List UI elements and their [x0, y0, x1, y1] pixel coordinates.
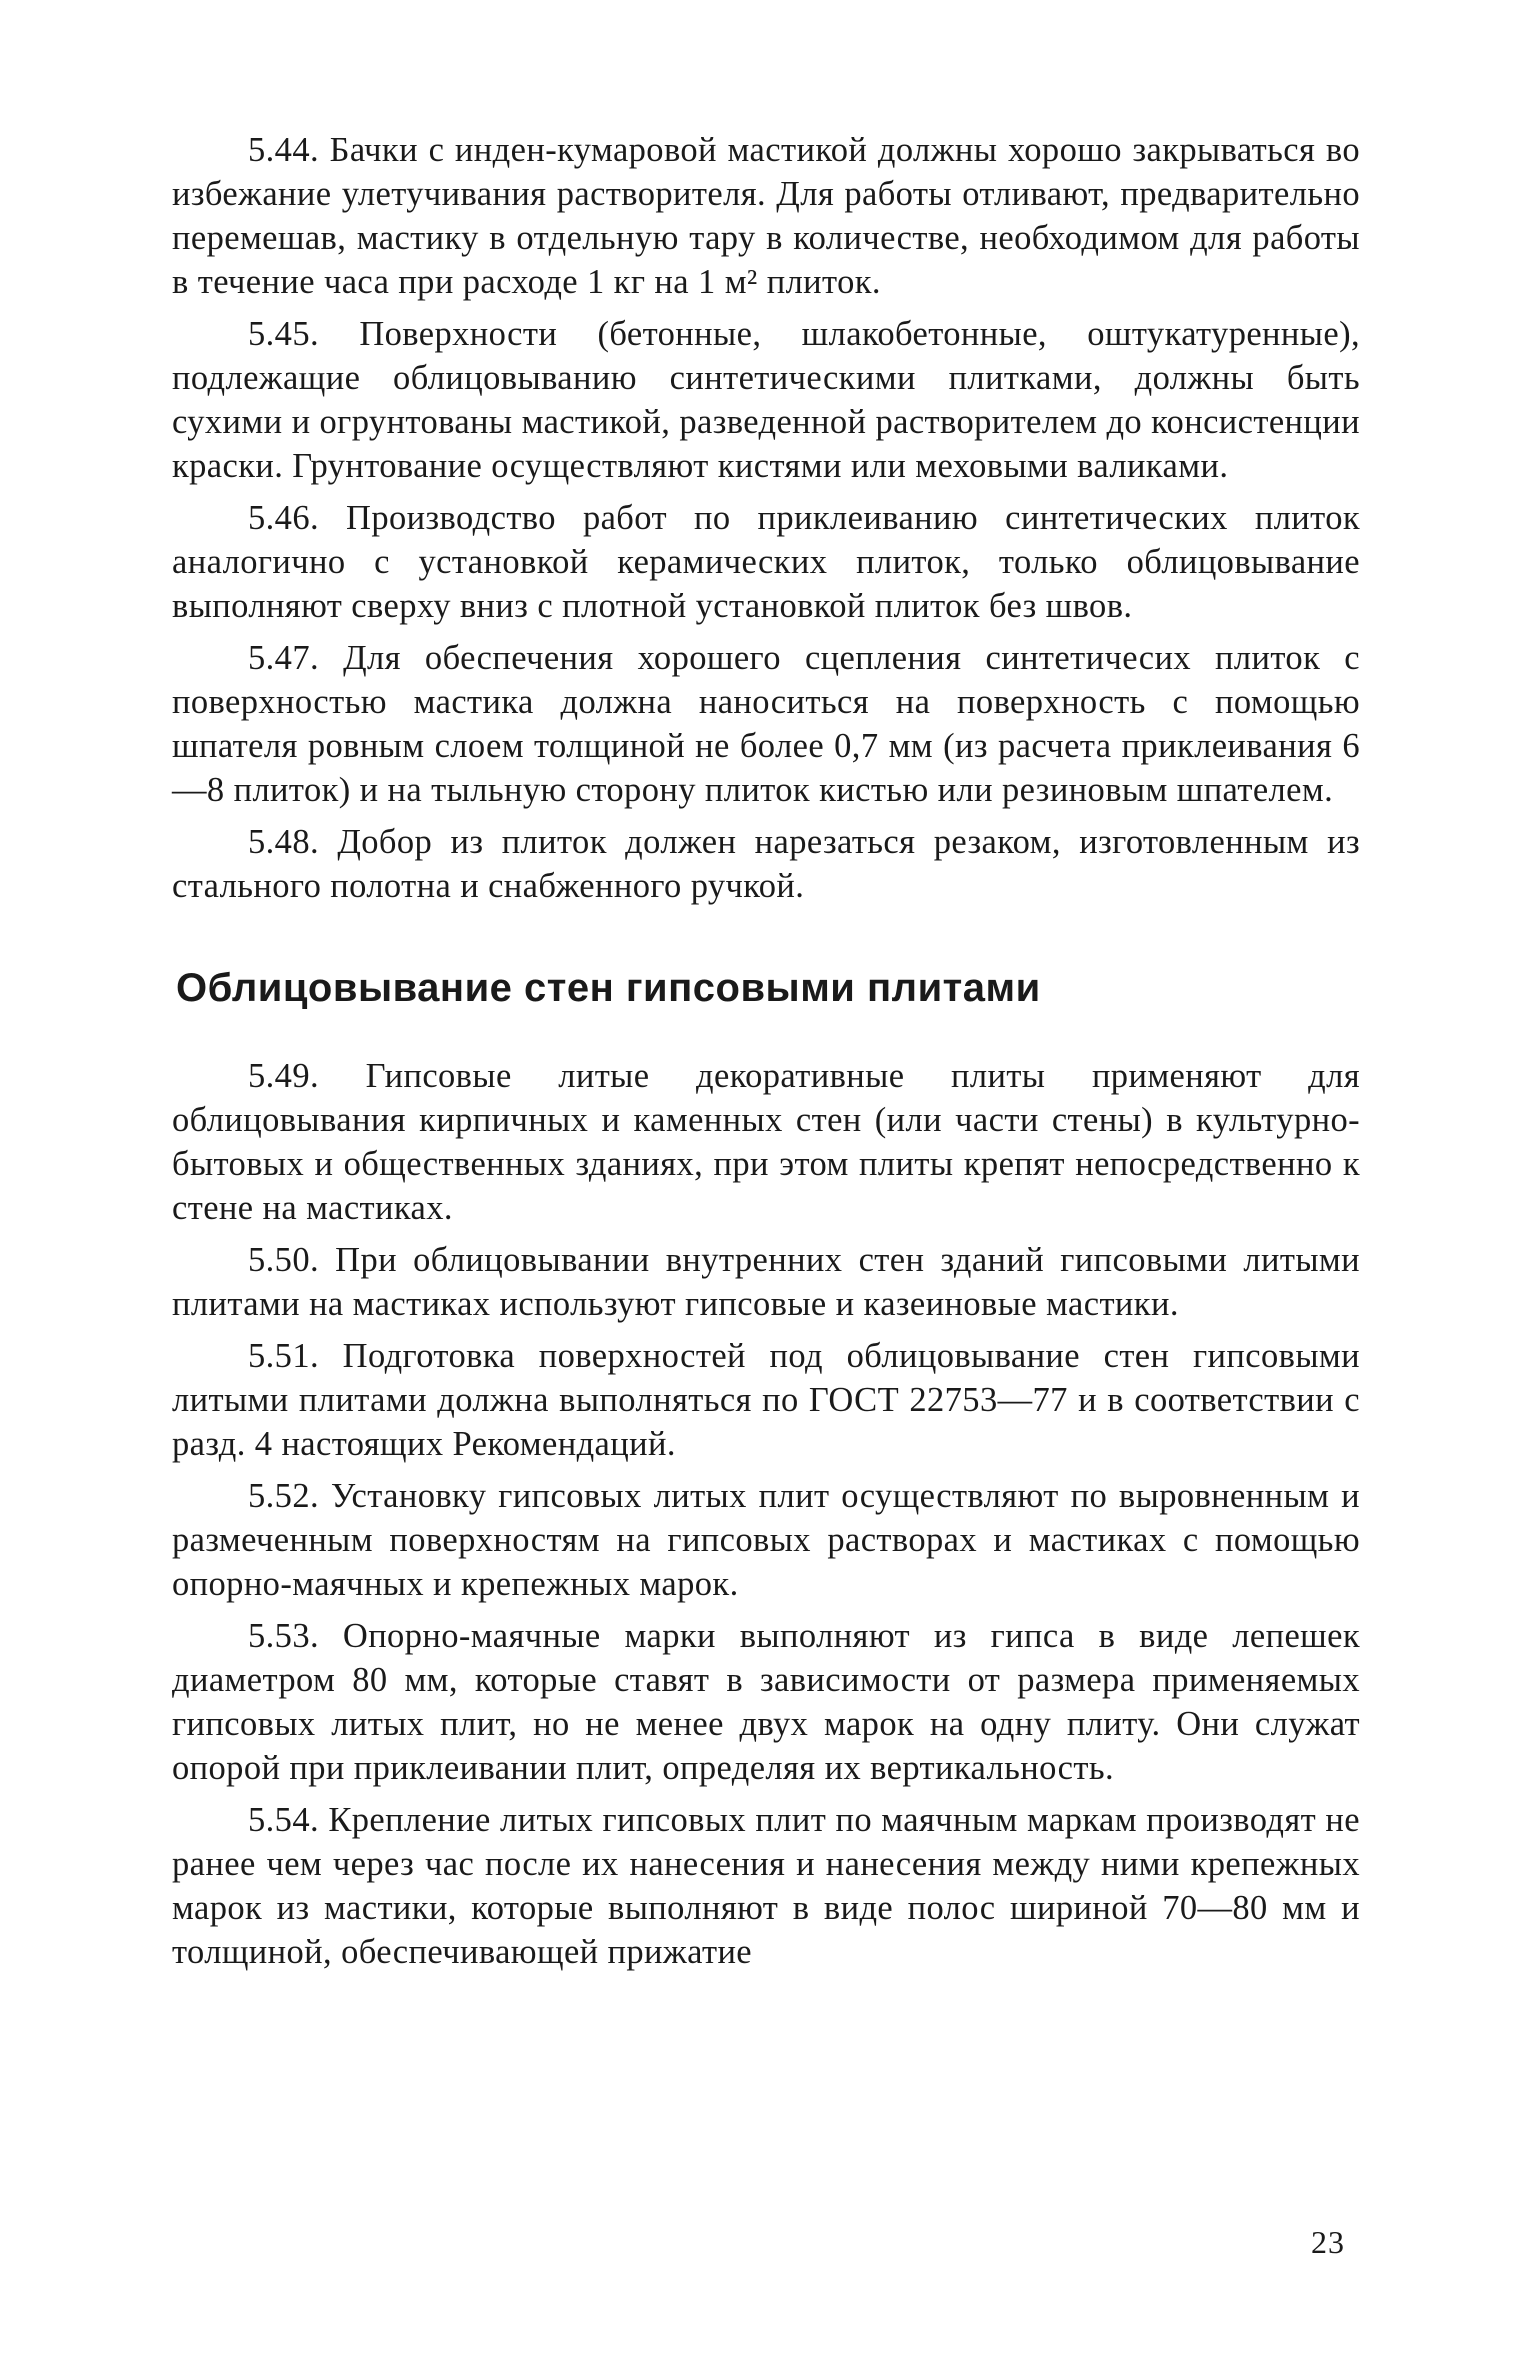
paragraph-number: 5.53.: [248, 1617, 319, 1655]
paragraph-number: 5.51.: [248, 1337, 319, 1375]
paragraph-5-48: [172, 820, 1360, 908]
paragraph-number: 5.46.: [248, 499, 319, 537]
paragraph-text: Установку гипсовых литых плит осуществляют по выровненным и размеченным поверхностям на гипсовых растворах и мастиках с помощью опорно-маячных и крепежных марок.: [172, 1477, 1360, 1603]
paragraph-number: 5.48.: [248, 823, 319, 861]
section-heading: Облицовывание стен гипсовыми плитами: [176, 966, 1041, 1010]
paragraph-text: Поверхности (бетонные, шлакобетонные, оштукатуренные), подлежащие облицовыванию синтетическими плитками, должны быть сухими и огрунтованы мастикой, разведенной растворителем до консистенции краски. Грунтование осуществляют кистями или меховыми валиками.: [172, 315, 1360, 485]
paragraph-text: При облицовывании внутренних стен зданий гипсовыми литыми плитами на мастиках используют гипсовые и казеиновые мастики.: [172, 1241, 1360, 1323]
paragraph-text: Опорно-маячные марки выполняют из гипса в виде лепешек диаметром 80 мм, которые ставят в зависимости от размера применяемых гипсовых литых плит, но не менее двух марок на одну плиту. Они служат опорой при приклеивании плит, определяя их вертикальность.: [172, 1617, 1360, 1787]
page-number: 23: [1311, 2224, 1345, 2260]
paragraph-5-46: [172, 496, 1360, 628]
paragraph-5-49: [172, 1054, 1360, 1230]
paragraph-number: 5.47.: [248, 639, 319, 677]
paragraph-text: Для обеспечения хорошего сцепления синтетичесих плиток с поверхностью мастика должна наноситься на поверхность с помощью шпателя ровным слоем толщиной не более 0,7 мм (из расчета приклеивания 6—8 плиток) и на тыльную сторону плиток кистью или резиновым шпателем.: [172, 639, 1360, 809]
paragraph-5-47: [172, 636, 1360, 812]
paragraph-text: Производство работ по приклеиванию синтетических плиток аналогично с установкой керамических плиток, только облицовывание выполняют сверху вниз с плотной установкой плиток без швов.: [172, 499, 1361, 625]
paragraph-text: Бачки с инден-кумаровой мастикой должны хорошо закрываться во избежание улетучивания растворителя. Для работы отливают, предварительно перемешав, мастику в отдельную тару в количестве, необходимом для работы в течение часа при расходе 1 кг на 1 м² плиток.: [172, 131, 1360, 301]
paragraph-text: Гипсовые литые декоративные плиты применяют для облицовывания кирпичных и каменных стен (или части стены) в культурно-бытовых и общественных зданиях, при этом плиты крепят непосредственно к стене на мастиках.: [172, 1057, 1360, 1227]
paragraph-text: Крепление литых гипсовых плит по маячным маркам производят не ранее чем через час после их нанесения и нанесения между ними крепежных марок из мастики, которые выполняют в виде полос шириной 70—80 мм и толщиной, обеспечивающей прижатие: [172, 1801, 1360, 1971]
paragraph-5-51: [172, 1334, 1360, 1466]
paragraph-number: 5.44.: [248, 131, 319, 169]
paragraph-number: 5.54.: [248, 1801, 319, 1839]
paragraph-5-50: [172, 1238, 1360, 1326]
paragraph-number: 5.50.: [248, 1241, 319, 1279]
document-page: [172, 128, 1360, 1982]
paragraph-number: 5.49.: [248, 1057, 319, 1095]
paragraph-5-44: [172, 128, 1360, 304]
paragraph-number: 5.45.: [248, 315, 319, 353]
paragraph-5-54: [172, 1798, 1360, 1974]
paragraph-5-45: [172, 312, 1360, 488]
paragraph-number: 5.52.: [248, 1477, 319, 1515]
paragraph-text: Добор из плиток должен нарезаться резаком, изготовленным из стального полотна и снабженного ручкой.: [172, 823, 1360, 905]
paragraph-5-53: [172, 1614, 1360, 1790]
paragraph-text: Подготовка поверхностей под облицовывание стен гипсовыми литыми плитами должна выполняться по ГОСТ 22753—77 и в соответствии с разд. 4 настоящих Рекомендаций.: [172, 1337, 1361, 1463]
paragraph-5-52: [172, 1474, 1360, 1606]
